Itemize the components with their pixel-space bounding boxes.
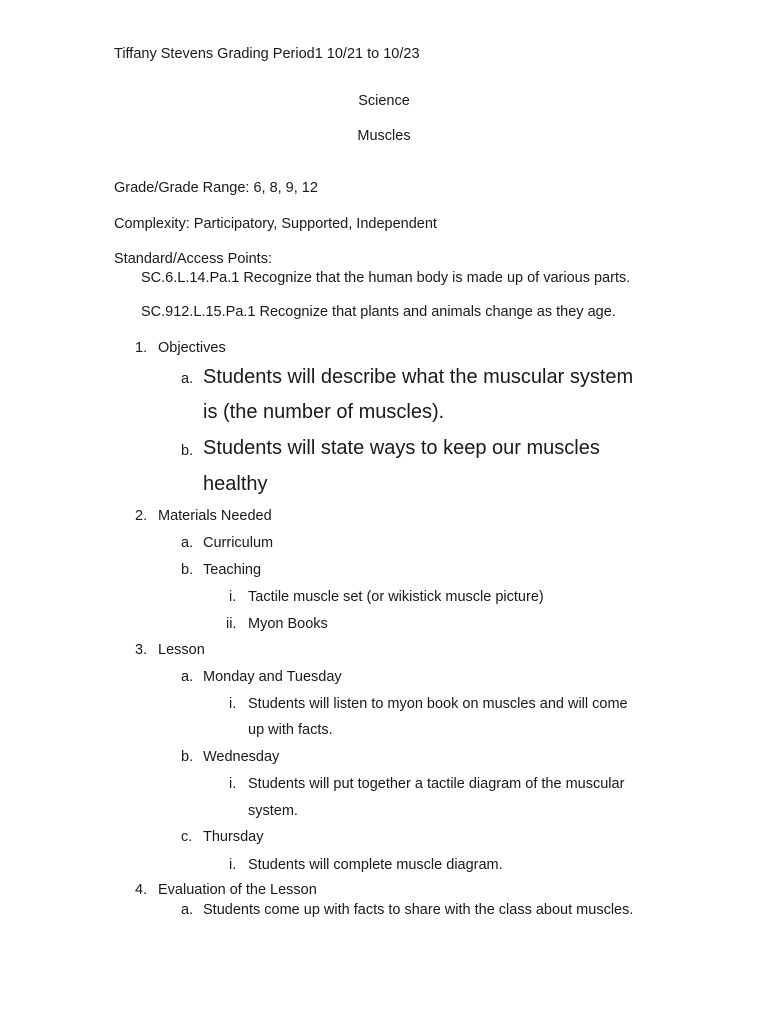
list-marker: c. <box>181 829 193 845</box>
list-marker: 3. <box>135 642 148 658</box>
section-title-evaluation: Evaluation of the Lesson <box>158 882 317 898</box>
list-marker: b. <box>181 749 194 765</box>
complexity: Complexity: Participatory, Supported, Independent <box>114 216 437 232</box>
lesson-activity-cont: system. <box>248 803 298 819</box>
standard-item: SC.6.L.14.Pa.1 Recognize that the human body is made up of various parts. <box>141 270 631 286</box>
section-title-objectives: Objectives <box>158 340 226 356</box>
material-item: Curriculum <box>203 535 274 551</box>
material-subitem: Myon Books <box>248 616 328 632</box>
list-marker: i. <box>229 589 237 605</box>
list-marker: a. <box>181 371 194 387</box>
lesson-day: Monday and Tuesday <box>203 669 342 685</box>
lesson-day: Thursday <box>203 829 264 845</box>
material-item: Teaching <box>203 562 262 578</box>
list-marker: b. <box>181 443 194 459</box>
objective-item: Students will state ways to keep our muscles <box>203 437 600 459</box>
evaluation-item: Students come up with facts to share with the class about muscles. <box>203 902 634 918</box>
list-marker: a. <box>181 535 194 551</box>
list-marker: a. <box>181 902 194 918</box>
list-marker: 1. <box>135 340 148 356</box>
list-marker: a. <box>181 669 194 685</box>
lesson-day: Wednesday <box>203 749 280 765</box>
list-marker: 4. <box>135 882 148 898</box>
list-marker: 2. <box>135 508 148 524</box>
objective-item-cont: healthy <box>203 473 268 495</box>
list-marker: i. <box>229 857 237 873</box>
objective-item-cont: is (the number of muscles). <box>203 401 445 423</box>
topic-title: Muscles <box>357 128 411 144</box>
lesson-activity: Students will listen to myon book on muscles and will come <box>248 696 628 712</box>
list-marker: i. <box>229 696 237 712</box>
list-marker: b. <box>181 562 194 578</box>
subject-title: Science <box>358 93 410 109</box>
lesson-activity: Students will complete muscle diagram. <box>248 857 503 873</box>
standard-item: SC.912.L.15.Pa.1 Recognize that plants and animals change as they age. <box>141 304 616 320</box>
lesson-activity: Students will put together a tactile diagram of the muscular <box>248 776 625 792</box>
list-marker: i. <box>229 776 237 792</box>
section-title-lesson: Lesson <box>158 642 205 658</box>
header-line: Tiffany Stevens Grading Period1 10/21 to 10/23 <box>114 46 420 62</box>
standards-heading: Standard/Access Points: <box>114 251 272 267</box>
objective-item: Students will describe what the muscular system <box>203 366 634 388</box>
material-subitem: Tactile muscle set (or wikistick muscle picture) <box>248 589 544 605</box>
list-marker: ii. <box>226 616 237 632</box>
section-title-materials: Materials Needed <box>158 508 272 524</box>
lesson-activity-cont: up with facts. <box>248 722 333 738</box>
grade-range: Grade/Grade Range: 6, 8, 9, 12 <box>114 180 318 196</box>
